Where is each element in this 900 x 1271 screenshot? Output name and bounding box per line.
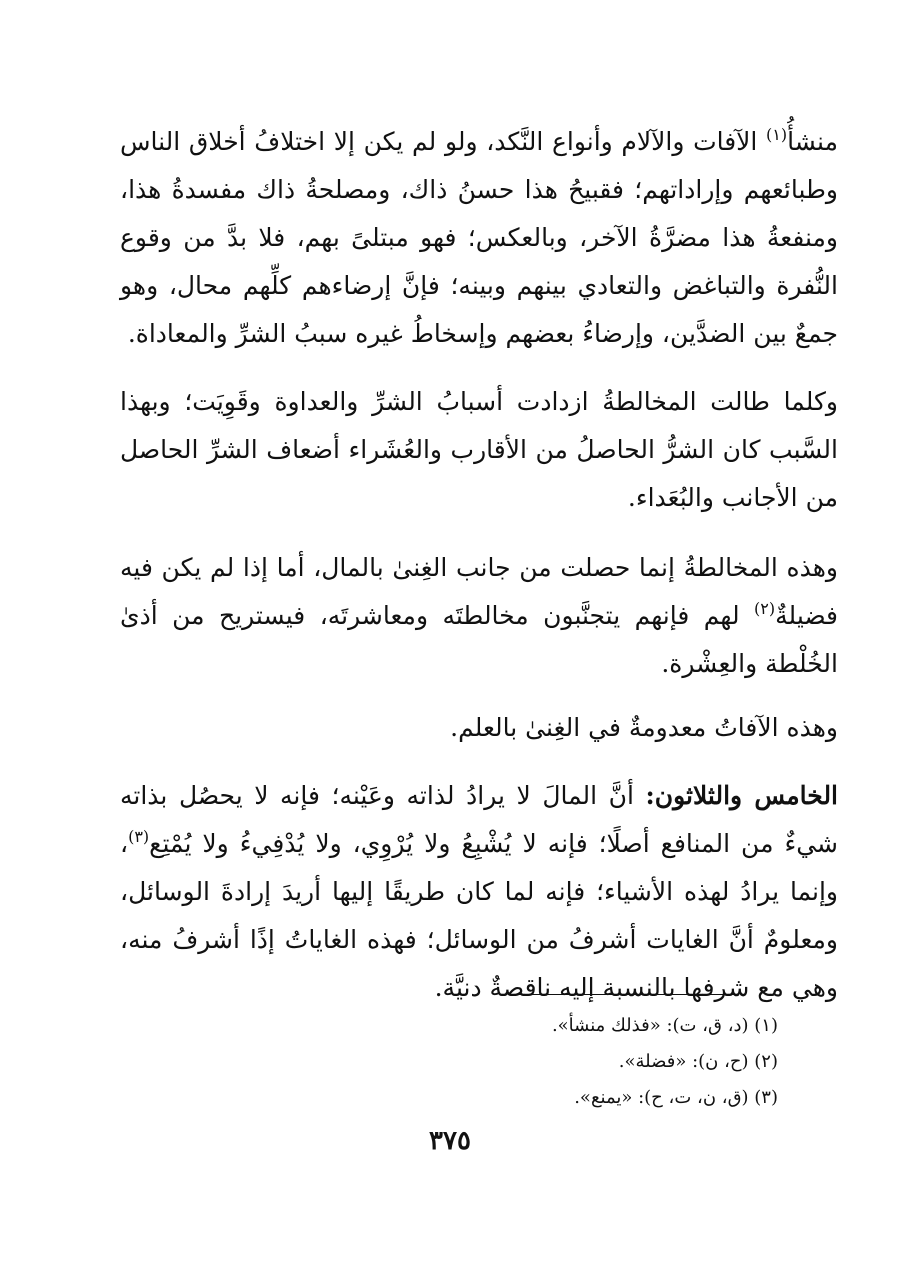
paragraph-5-text-b: ، وإنما يرادُ لهذه الأشياء؛ فإنه لما كان طريقًا إليها أريدَ إرادةَ الوسائل، ومعلومٌ أنَّ الغايات أشرفُ من الوسائل؛ فهذه الغاياتُ إذًا أشرفُ منه، وهي مع شرفها بالنسبة إليه ناقصةٌ دنيَّة. [120,829,838,1002]
footnote-ref-2: (٢) [754,599,776,618]
paragraph-3-text-a: وهذه المخالطةُ إنما حصلت من جانب الغِنىٰ بالمال، أما إذا لم يكن فيه فضيلةٌ [120,553,838,630]
paragraph-2-text: وكلما طالت المخالطةُ ازدادت أسبابُ الشرِّ والعداوة وقَوِيَت؛ وبهذا السَّبب كان الشرُّ الحاصلُ من الأقارب والعُشَراء أضعاف الشرِّ الحاصل من الأجانب والبُعَداء. [120,387,838,512]
footnote-ref-3: (٣) [128,827,150,846]
paragraph-4 [120,704,838,752]
paragraph-4-text: وهذه الآفاتُ معدومةٌ في الغِنىٰ بالعلم. [450,713,838,742]
footnote-2: (٢) (ح، ن): «فضلة». [618,1051,778,1072]
section-heading: الخامس والثلاثون: [645,781,839,810]
page-body [120,118,838,1012]
paragraph-5 [120,772,838,1012]
paragraph-3-text-b: لهم فإنهم يتجنَّبون مخالطتَه ومعاشرتَه، فيستريح من أذىٰ الخُلْطة والعِشْرة. [120,601,838,678]
footnote-3: (٣) (ق، ن، ت، ح): «يمنع». [574,1087,778,1108]
paragraph-3 [120,544,838,688]
footnote-1: (١) (د، ق، ت): «فذلك منشأ». [551,1015,778,1036]
footnote-ref-1: (١) [766,125,788,144]
paragraph-5-text-a: أنَّ المالَ لا يرادُ لذاته وعَيْنه؛ فإنه لا يحصُل بذاته شيءٌ من المنافع أصلًا؛ فإنه لا يُشْبِعُ ولا يُرْوِي، ولا يُدْفِيءُ ولا يُمْتِع [120,781,838,858]
paragraph-2 [120,378,838,522]
footnote-separator [510,994,738,995]
paragraph-1-text-a: منشأُ [787,127,838,156]
footnotes [120,1008,778,1116]
paragraph-1 [120,118,838,358]
paragraph-1-text-b: الآفات والآلام وأنواع النَّكد، ولو لم يكن إلا اختلافُ أخلاق الناس وطبائعهم وإراداتهم؛ فقبيحُ هذا حسنُ ذاك، ومصلحةُ ذاك مفسدةُ هذا، ومنفعةُ هذا مضرَّةُ الآخر، وبالعكس؛ فهو مبتلىً بهم، فلا بدَّ من وقوع النُّفرة والتباغض والتعادي بينهم وبينه؛ فإنَّ إرضاءهم كلِّهم محال، وهو جمعٌ بين الضدَّين، وإرضاءُ بعضهم وإسخاطُ غيره سببُ الشرِّ والمعاداة. [120,127,838,348]
page-number: ٣٧٥ [429,1126,471,1156]
